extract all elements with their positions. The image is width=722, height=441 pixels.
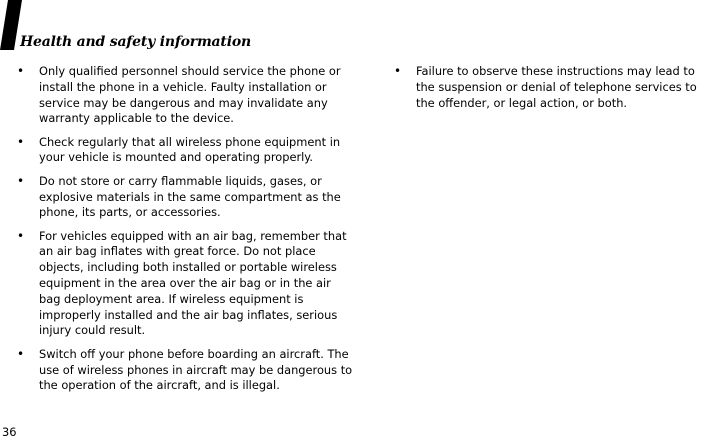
- list-item: [13, 135, 353, 167]
- left-bullet-list: [13, 64, 353, 394]
- list-item-text: Only qualified personnel should service the phone or install the phone in a vehicle. Faulty installation or service may be dangerous and may invalidate any warranty applicable to the device.: [39, 64, 341, 126]
- list-item: [13, 64, 353, 127]
- list-item-text: Switch off your phone before boarding an aircraft. The use of wireless phones in aircraft may be dangerous to the operation of the aircraft, and is illegal.: [39, 346, 353, 393]
- list-item-text: For vehicles equipped with an air bag, remember that an air bag inflates with great force. Do not place objects, including both installed or portable wireless equipment in the area over the air bag or in the air bag deployment area. If wireless equipment is improperly installed and the air bag inflates, serious injury could result.: [39, 228, 347, 338]
- bullet-icon: •: [17, 64, 25, 78]
- right-bullet-list: [390, 64, 716, 111]
- list-item-text: Do not store or carry flammable liquids, gases, or explosive materials in the same compartment as the phone, its parts, or accessories.: [39, 173, 341, 220]
- list-item-text: Check regularly that all wireless phone equipment in your vehicle is mounted and operating properly.: [39, 134, 341, 165]
- header-slash-decoration: [0, 0, 22, 50]
- bullet-icon: •: [17, 173, 25, 188]
- list-item: [13, 174, 353, 221]
- page-title: Health and safety information: [20, 34, 251, 50]
- bullet-icon: •: [394, 64, 402, 78]
- left-column: [13, 64, 353, 402]
- list-item: [13, 347, 353, 394]
- bullet-icon: •: [17, 228, 25, 243]
- right-column: [390, 64, 716, 119]
- list-item: [390, 64, 716, 111]
- list-item-text: Failure to observe these instructions may lead to the suspension or denial of telephone services to the offender, or legal action, or both.: [416, 64, 697, 110]
- bullet-icon: •: [17, 134, 25, 149]
- page-number: 36: [2, 425, 17, 439]
- bullet-icon: •: [17, 346, 25, 361]
- list-item: [13, 229, 353, 340]
